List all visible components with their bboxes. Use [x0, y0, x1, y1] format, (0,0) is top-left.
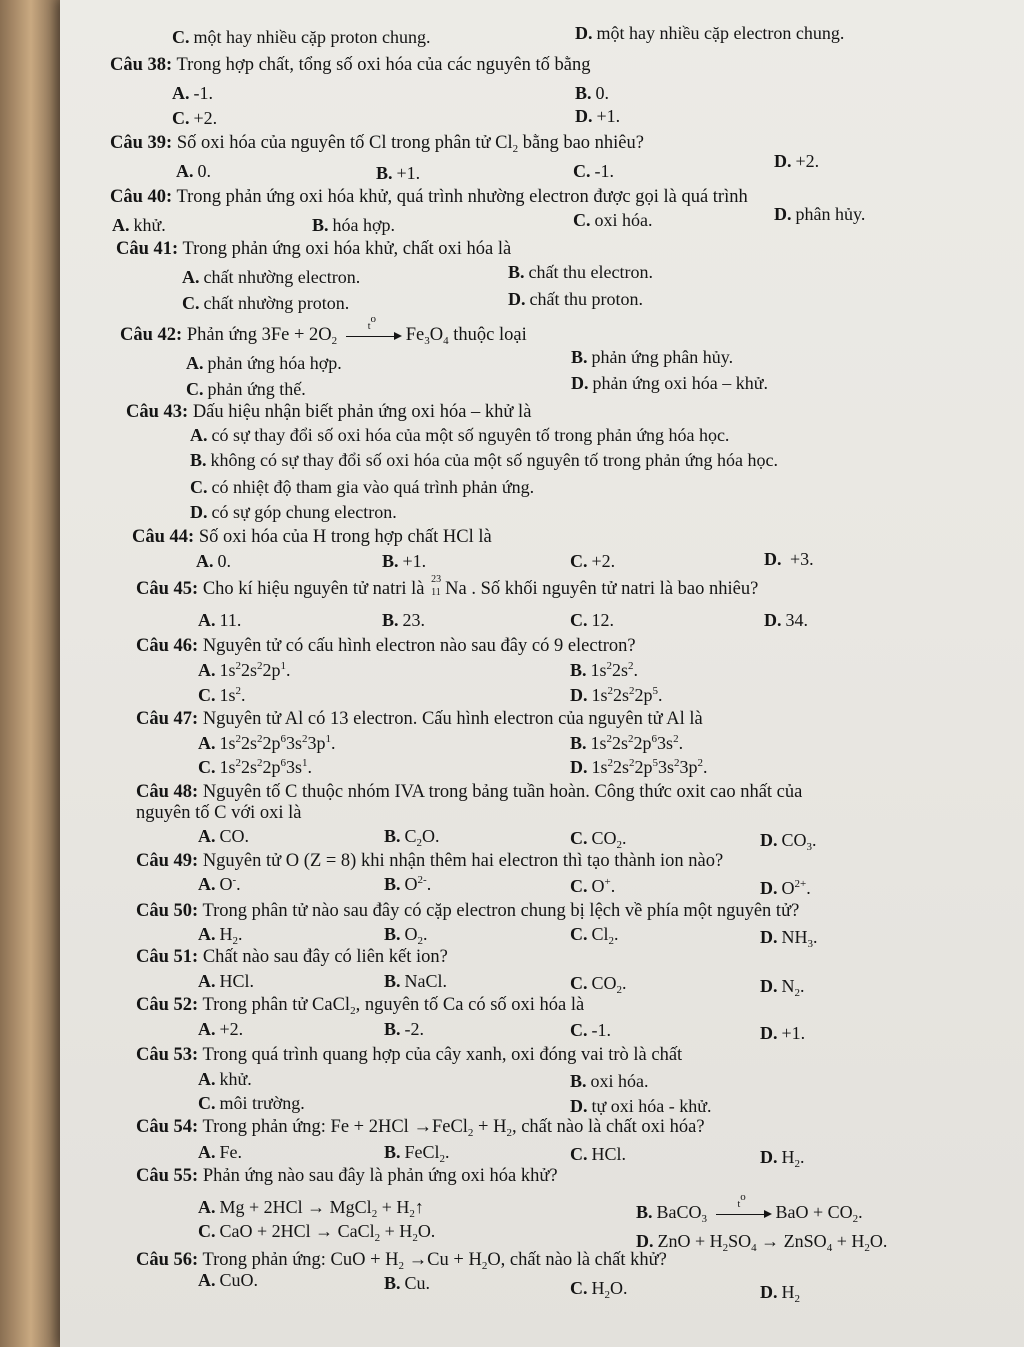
answer-option: C. một hay nhiều cặp proton chung.	[172, 27, 431, 47]
answer-option: B. phản ứng phân hủy.	[571, 347, 734, 367]
answer-option: C. phản ứng thế.	[186, 379, 306, 399]
answer-option: C. $CO_2$.	[570, 973, 627, 996]
answer-option: B. $1s^22s^22p^63s^2$.	[570, 733, 684, 753]
answer-option: A. có sự thay đổi số oxi hóa của một số nguyên tố trong phản ứng hóa học.	[190, 425, 730, 445]
answer-option: C. $Cl_2$.	[570, 924, 619, 947]
answer-option: D. $NH_3$.	[760, 927, 818, 950]
answer-option: D. $N_2$.	[760, 976, 805, 999]
question-text: Câu 52: Trong phân tử CaCl$_2$, nguyên tố Ca có số oxi hóa là	[136, 995, 585, 1017]
answer-option: B. Cu.	[384, 1273, 431, 1293]
answer-option: A. $1s^22s^22p^63s^23p^1$.	[198, 733, 336, 753]
answer-option: D. +1.	[575, 106, 621, 126]
question-text: Câu 54: Trong phản ứng: Fe + 2HCl →FeCl$_2$ + $H_2$, chất nào là chất oxi hóa?	[136, 1117, 705, 1139]
answer-option: B. +1.	[382, 551, 427, 571]
question-text: Câu 46: Nguyên tử có cấu hình electron nào sau đây có 9 electron?	[136, 636, 636, 656]
answer-option: B. $O_2$.	[384, 924, 428, 947]
answer-option: D. 34.	[764, 610, 808, 630]
answer-option: B. +1.	[376, 163, 421, 183]
answer-option: D. có sự góp chung electron.	[190, 502, 397, 522]
answer-option: C. +2.	[172, 108, 218, 128]
answer-option: D. $1s^22s^22p^53s^23p^2$.	[570, 757, 708, 777]
worksheet-page	[60, 0, 1024, 1347]
answer-option: A. 11.	[198, 610, 242, 630]
answer-option: C. -1.	[573, 161, 614, 181]
answer-option: A. O-.	[198, 874, 241, 894]
answer-option: A. CO.	[198, 826, 250, 846]
answer-option: B. BaCO$_3$ $t^o$ BaO + $CO_2$.	[636, 1190, 863, 1225]
answer-option: A. -1.	[172, 83, 213, 103]
answer-option: D. chất thu proton.	[508, 289, 643, 309]
answer-option: D. tự oxi hóa - khử.	[570, 1096, 712, 1116]
answer-option: C. môi trường.	[198, 1093, 305, 1113]
answer-option: C. CaO + 2HCl → CaCl$_2$ + $H_2O$.	[198, 1221, 436, 1244]
answer-option: B. 23.	[382, 610, 426, 630]
answer-option: C. O+.	[570, 876, 616, 896]
answer-option: C. $1s^22s^22p^63s^1$.	[198, 757, 313, 777]
answer-option: B. 0.	[575, 83, 610, 103]
answer-option: B. không có sự thay đổi số oxi hóa của một số nguyên tố trong phản ứng hóa học.	[190, 450, 778, 470]
answer-option: D. $CO_3$.	[760, 830, 817, 853]
question-text: Câu 41: Trong phản ứng oxi hóa khử, chất oxi hóa là	[116, 239, 512, 259]
question-text: Câu 50: Trong phân tử nào sau đây có cặp electron chung bị lệch về phía một nguyên tử?	[136, 901, 800, 921]
answer-option: A. 0.	[196, 551, 231, 571]
answer-option: A. khử.	[198, 1069, 252, 1089]
answer-option: A. HCl.	[198, 971, 255, 991]
answer-option: C. $1s^2$.	[198, 685, 246, 705]
answer-option: C. -1.	[570, 1020, 611, 1040]
answer-option: B. hóa hợp.	[312, 215, 396, 235]
question-text: Câu 45: Cho kí hiệu nguyên tử natri là 23 11 Na . Số khối nguyên tử natri là bao nhiêu?	[136, 574, 759, 599]
answer-option: A. +2.	[198, 1019, 244, 1039]
answer-option: A. 0.	[176, 161, 211, 181]
answer-option: D. một hay nhiều cặp electron chung.	[575, 23, 845, 43]
question-text: Câu 47: Nguyên tử Al có 13 electron. Cấu hình electron của nguyên tử Al là	[136, 709, 703, 729]
answer-option: B. FeCl$_2$.	[384, 1142, 450, 1165]
answer-option: D. $H_2$	[760, 1282, 800, 1305]
answer-option: A. Mg + 2HCl → MgCl$_2$ + $H_2↑$	[198, 1197, 424, 1220]
question-text: Câu 40: Trong phản ứng oxi hóa khử, quá trình nhường electron được gọi là quá trình	[110, 187, 748, 207]
question-text: Câu 55: Phản ứng nào sau đây là phản ứng oxi hóa khử?	[136, 1166, 558, 1186]
answer-option: C. có nhiệt độ tham gia vào quá trình phản ứng.	[190, 477, 535, 497]
answer-option: C. HCl.	[570, 1144, 627, 1164]
answer-option: A. $1s^22s^22p^1$.	[198, 660, 291, 680]
question-text: Câu 39: Số oxi hóa của nguyên tố Cl trong phân tử $Cl_2$ bằng bao nhiêu?	[110, 133, 644, 155]
answer-option: C. oxi hóa.	[573, 210, 653, 230]
answer-option: A. chất nhường electron.	[182, 267, 361, 287]
answer-option: C. $H_2O$.	[570, 1278, 628, 1301]
answer-option: B. $O^{2-}$.	[384, 874, 432, 894]
question-text: Câu 48: Nguyên tố C thuộc nhóm IVA trong bảng tuần hoàn. Công thức oxit cao nhất của	[136, 782, 803, 802]
question-text: Câu 56: Trong phản ứng: CuO + $H_2 \to Cu + H_2O$, chất nào là chất khử?	[136, 1250, 667, 1272]
answer-option: D. +2.	[774, 151, 820, 171]
answer-option: B. NaCl.	[384, 971, 448, 991]
question-text: Câu 53: Trong quá trình quang hợp của cây xanh, oxi đóng vai trò là chất	[136, 1045, 683, 1065]
answer-option: D. phản ứng oxi hóa – khử.	[571, 373, 768, 393]
answer-option: A. khử.	[112, 215, 166, 235]
answer-option: C. 12.	[570, 610, 614, 630]
question-text: Câu 51: Chất nào sau đây có liên kết ion?	[136, 947, 448, 967]
answer-option: D. ZnO + $H_2SO_4$ → ZnSO$_4$ + $H_2O$.	[636, 1231, 888, 1254]
answer-option: A. CuO.	[198, 1270, 259, 1290]
question-text: Câu 42: Phản ứng $3Fe + 2O_2$ $t^o$ $Fe_3O_4$ thuộc loại	[120, 312, 527, 347]
answer-option: B. -2.	[384, 1019, 425, 1039]
answer-option: B. $1s^22s^2$.	[570, 660, 639, 680]
answer-option: A. Fe.	[198, 1142, 242, 1162]
answer-option: D. $O^{2+}$.	[760, 878, 811, 898]
question-text: Câu 38: Trong hợp chất, tổng số oxi hóa của các nguyên tố bằng	[110, 55, 591, 75]
answer-option: B. $C_2O$.	[384, 826, 440, 849]
answer-option: A. $H_2$.	[198, 924, 243, 947]
answer-option: C. $CO_2$.	[570, 828, 627, 851]
answer-option: D. phân hủy.	[774, 204, 866, 224]
answer-option: C. +2.	[570, 551, 616, 571]
answer-option: D. +1.	[760, 1023, 806, 1043]
answer-option: B. chất thu electron.	[508, 262, 653, 282]
answer-option: D. $1s^22s^22p^5$.	[570, 685, 663, 705]
answer-option: C. chất nhường proton.	[182, 293, 350, 313]
answer-option: A. phản ứng hóa hợp.	[186, 353, 342, 373]
question-text: Câu 44: Số oxi hóa của H trong hợp chất HCl là	[132, 527, 492, 547]
answer-option: B. oxi hóa.	[570, 1071, 649, 1091]
question-text: Câu 43: Dấu hiệu nhận biết phản ứng oxi hóa – khử là	[126, 402, 532, 422]
question-text: nguyên tố C với oxi là	[136, 803, 302, 823]
answer-option: D. $H_2$.	[760, 1147, 805, 1170]
answer-option: D. +3.	[764, 549, 814, 569]
question-text: Câu 49: Nguyên tử O (Z = 8) khi nhận thêm hai electron thì tạo thành ion nào?	[136, 851, 724, 871]
